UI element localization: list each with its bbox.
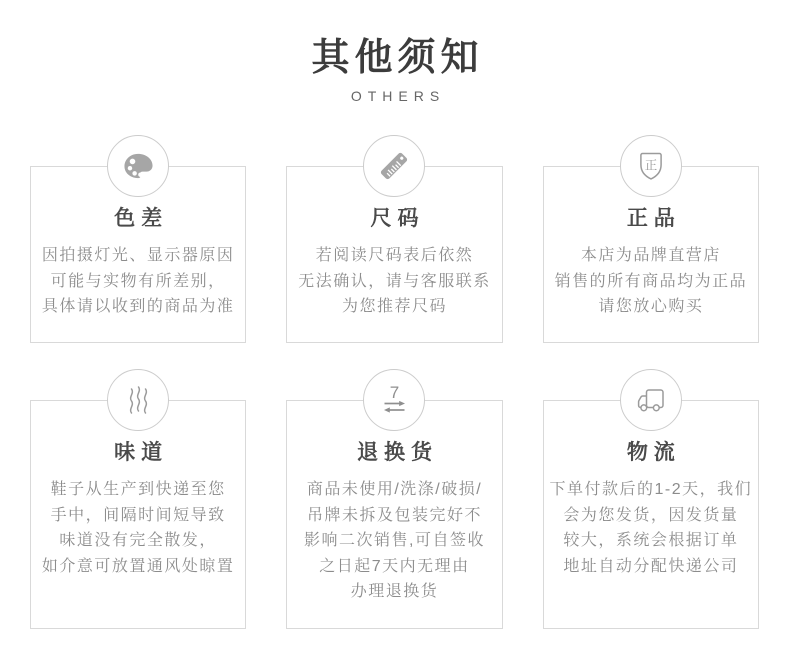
body-line: 可能与实物有所差别， bbox=[50, 272, 226, 290]
body-line: 销售的所有商品均为正品 bbox=[554, 272, 748, 290]
body-line: 为您推荐尺码 bbox=[341, 298, 447, 315]
card-title: 退换货 bbox=[356, 441, 438, 464]
notice-cards-row-2 bbox=[0, 383, 790, 629]
notice-card-returns bbox=[286, 383, 502, 629]
body-line: 具体请以收到的商品为准 bbox=[41, 298, 235, 315]
body-line: 之日起7天内无理由 bbox=[319, 557, 470, 575]
notice-card-authentic bbox=[543, 158, 759, 343]
notice-card-logistics bbox=[543, 400, 759, 629]
body-line: 会为您发货，因发货量 bbox=[563, 506, 739, 524]
page-subtitle: OTHERS bbox=[350, 88, 446, 104]
return-7days-icon bbox=[363, 369, 425, 431]
card-body bbox=[31, 243, 245, 320]
card-body bbox=[544, 243, 758, 320]
ruler-icon bbox=[363, 135, 425, 197]
seven-days-number: 7 bbox=[389, 383, 400, 402]
shield-character: 正 bbox=[644, 158, 658, 173]
notice-cards-row-1 bbox=[0, 158, 790, 343]
body-line: 鞋子从生产到快递至您 bbox=[50, 481, 226, 498]
body-line: 办理退换货 bbox=[350, 583, 439, 600]
body-line: 无法确认，请与客服联系 bbox=[298, 272, 491, 290]
body-line: 若阅读尺码表后依然 bbox=[315, 247, 474, 264]
notice-card-sizing bbox=[286, 166, 502, 343]
body-line: 因拍摄灯光、显示器原因 bbox=[41, 247, 235, 264]
body-line: 吊牌未拆及包装完好不 bbox=[306, 506, 482, 524]
body-line: 请您放心购买 bbox=[598, 298, 704, 315]
notice-card-color-difference bbox=[30, 166, 246, 343]
body-line: 如介意可放置通风处晾置 bbox=[41, 557, 235, 575]
body-line: 下单付款后的1-2天，我们 bbox=[549, 481, 753, 498]
notice-card-smell bbox=[30, 400, 246, 629]
card-body bbox=[31, 477, 245, 579]
card-title: 尺码 bbox=[370, 207, 425, 230]
body-line: 较大，系统会根据订单 bbox=[563, 532, 739, 549]
card-body bbox=[287, 243, 501, 320]
card-title: 正品 bbox=[626, 207, 681, 230]
page-title: 其他须知 bbox=[311, 37, 484, 79]
body-line: 本店为品牌直营店 bbox=[580, 247, 721, 264]
card-title: 物流 bbox=[626, 441, 681, 464]
body-line: 味道没有完全散发， bbox=[59, 532, 217, 549]
truck-icon bbox=[620, 369, 682, 431]
card-title: 味道 bbox=[114, 441, 169, 464]
card-body bbox=[287, 477, 501, 605]
body-line: 手中，间隔时间短导致 bbox=[50, 506, 226, 524]
palette-icon bbox=[107, 135, 169, 197]
authentic-shield-icon bbox=[620, 135, 682, 197]
card-body bbox=[544, 477, 758, 579]
steam-icon bbox=[107, 369, 169, 431]
body-line: 商品未使用/洗涤/破损/ bbox=[306, 481, 483, 498]
card-title: 色差 bbox=[114, 207, 169, 230]
body-line: 地址自动分配快递公司 bbox=[563, 557, 739, 575]
body-line: 影响二次销售,可自签收 bbox=[304, 532, 485, 549]
section-header bbox=[0, 0, 790, 105]
